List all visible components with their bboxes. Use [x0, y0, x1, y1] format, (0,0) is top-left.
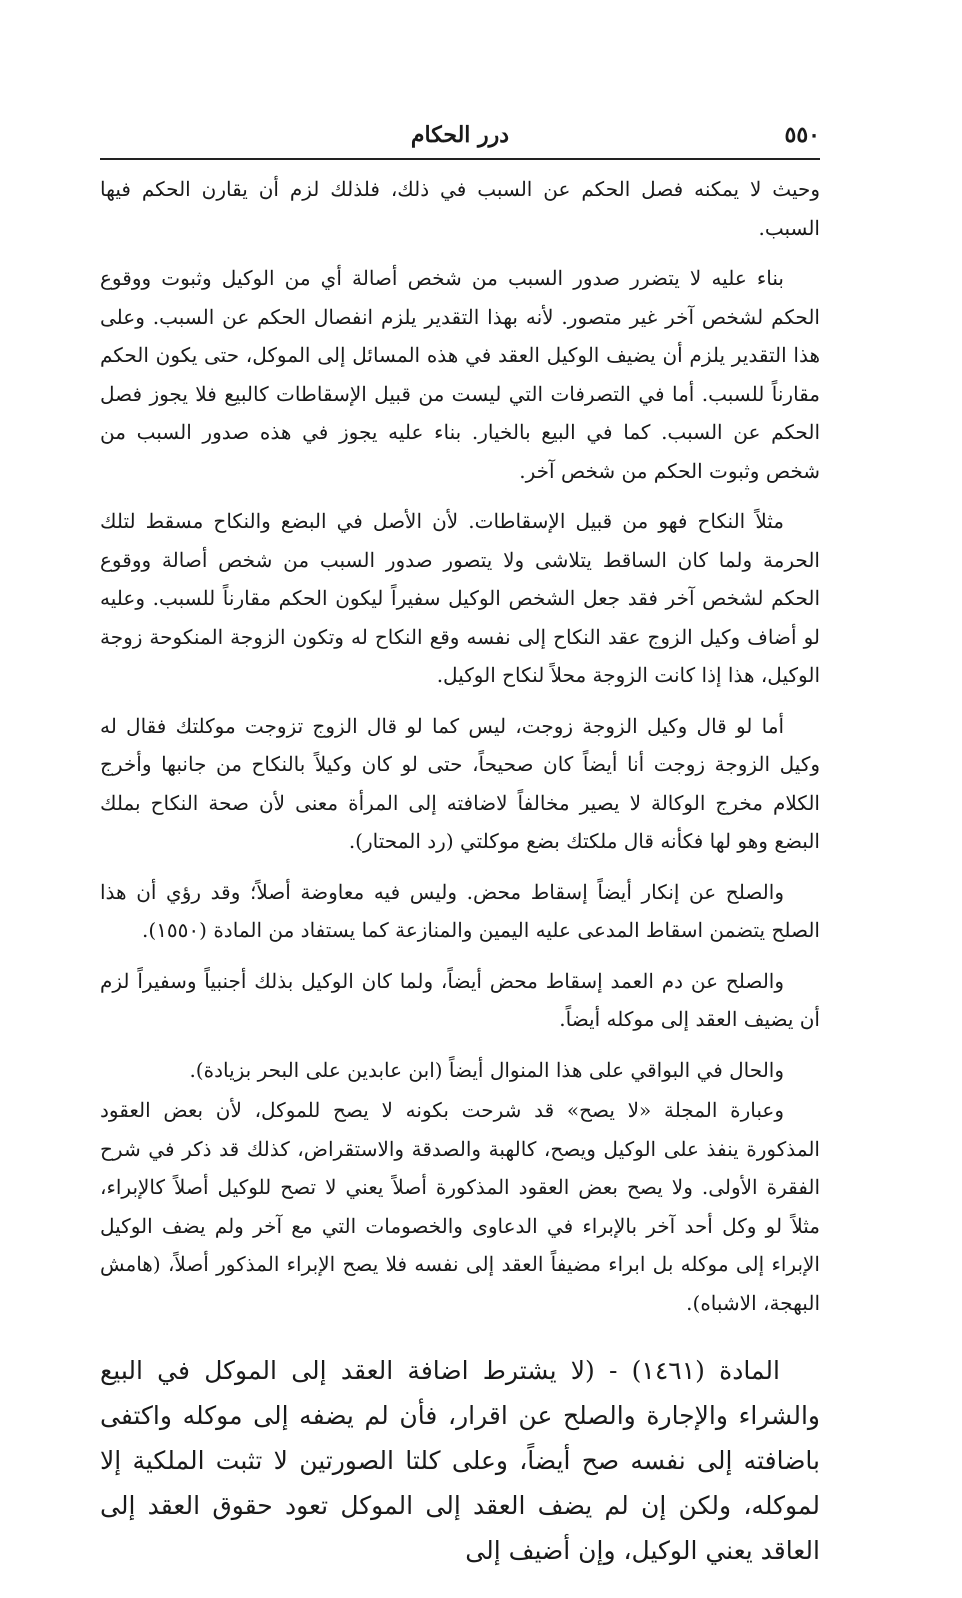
paragraph-1: وحيث لا يمكنه فصل الحكم عن السبب في ذلك، فلذلك لزم أن يقارن الحكم فيها السبب. [100, 177, 820, 240]
page-body [100, 170, 820, 1598]
paragraph-4: أما لو قال وكيل الزوجة زوجت، ليس كما لو قال الزوج تزوجت موكلتك فقال له وكيل الزوجة زوجت أنا أيضاً كان صحيحاً، حتى لو كان وكيلاً بالنكاح من جانبها وأخرج الكلام مخرج الوكالة لا يصير مخالفاً لاضافته إلى المرأة معنى لأن صحة النكاح بملك البضع وهو لها فكأنه قال ملكتك بضع موكلتي (رد المحتار). [100, 713, 820, 853]
paragraph-3: مثلاً النكاح فهو من قبيل الإسقاطات. لأن الأصل في البضع والنكاح مسقط لتلك الحرمة ولما كان الساقط يتلاشى ولا يتصور صدور السبب من شخص أصالة ووقوع الحكم لشخص آخر فقد جعل الشخص الوكيل سفيراً ليكون الحكم مقارناً للسبب. وعليه لو أضاف وكيل الزوج عقد النكاح إلى نفسه وقع النكاح له وتكون الزوجة المنكوحة زوجة الوكيل، هذا إذا كانت الزوجة محلاً لنكاح الوكيل. [100, 509, 820, 687]
book-title: درر الحكام [410, 122, 510, 148]
paragraph-7: والحال في البواقي على هذا المنوال أيضاً (ابن عابدين على البحر بزيادة). [189, 1057, 784, 1082]
paragraph-2: بناء عليه لا يتضرر صدور السبب من شخص أصالة أي من الوكيل وثبوت ووقوع الحكم لشخص آخر غير متصور. لأنه بهذا التقدير يلزم انفصال الحكم عن السبب. وعلى هذا التقدير يلزم أن يضيف الوكيل العقد في هذه المسائل إلى الموكل، حتى يكون الحكم مقارناً للسبب. أما في التصرفات التي ليست من قبيل الإسقاطات كالبيع فلا يجوز فصل الحكم عن السبب. كما في البيع بالخيار. بناء عليه يجوز في هذه صدور السبب من شخص وثبوت الحكم من شخص آخر. [100, 266, 820, 483]
paragraph-6: والصلح عن دم العمد إسقاط محض أيضاً، ولما كان الوكيل بذلك أجنبياً وسفيراً لزم أن يضيف العقد إلى موكله أيضاً. [100, 968, 820, 1031]
page-number: ٥٥٠ [784, 122, 820, 148]
paragraph-5: والصلح عن إنكار أيضاً إسقاط محض. وليس فيه معاوضة أصلاً؛ وقد رؤي أن هذا الصلح يتضمن اسقاط المدعى عليه اليمين والمنازعة كما يستفاد من المادة (١٥٥٠). [100, 879, 820, 942]
paragraph-8: وعبارة المجلة «لا يصح» قد شرحت بكونه لا يصح للموكل، لأن بعض العقود المذكورة ينفذ على الوكيل ويصح، كالهبة والصدقة والاستقراض، كذلك قد ذكر في شرح الفقرة الأولى. ولا يصح بعض العقود المذكورة أصلاً يعني لا تصح للوكيل أصلاً كالإبراء، مثلاً لو وكل أحد آخر بالإبراء في الدعاوى والخصومات التي مع آخر ولم يضف الوكيل الإبراء إلى موكله بل ابراء مضيفاً العقد إلى نفسه فلا يصح الإبراء المذكور أصلاً، (هامش البهجة، الاشباه). [100, 1098, 820, 1315]
article-1461: المادة (١٤٦١) - (لا يشترط اضافة العقد إلى الموكل في البيع والشراء والإجارة والصلح عن اقرار، فأن لم يضفه إلى موكله واكتفى باضافته إلى نفسه صح أيضاً، وعلى كلتا الصورتين لا تثبت الملكية إلا لموكله، ولكن إن لم يضف العقد إلى الموكل تعود حقوق العقد إلى العاقد يعني الوكيل، وإن أضيف إلى [100, 1356, 820, 1565]
page-header [100, 118, 820, 160]
